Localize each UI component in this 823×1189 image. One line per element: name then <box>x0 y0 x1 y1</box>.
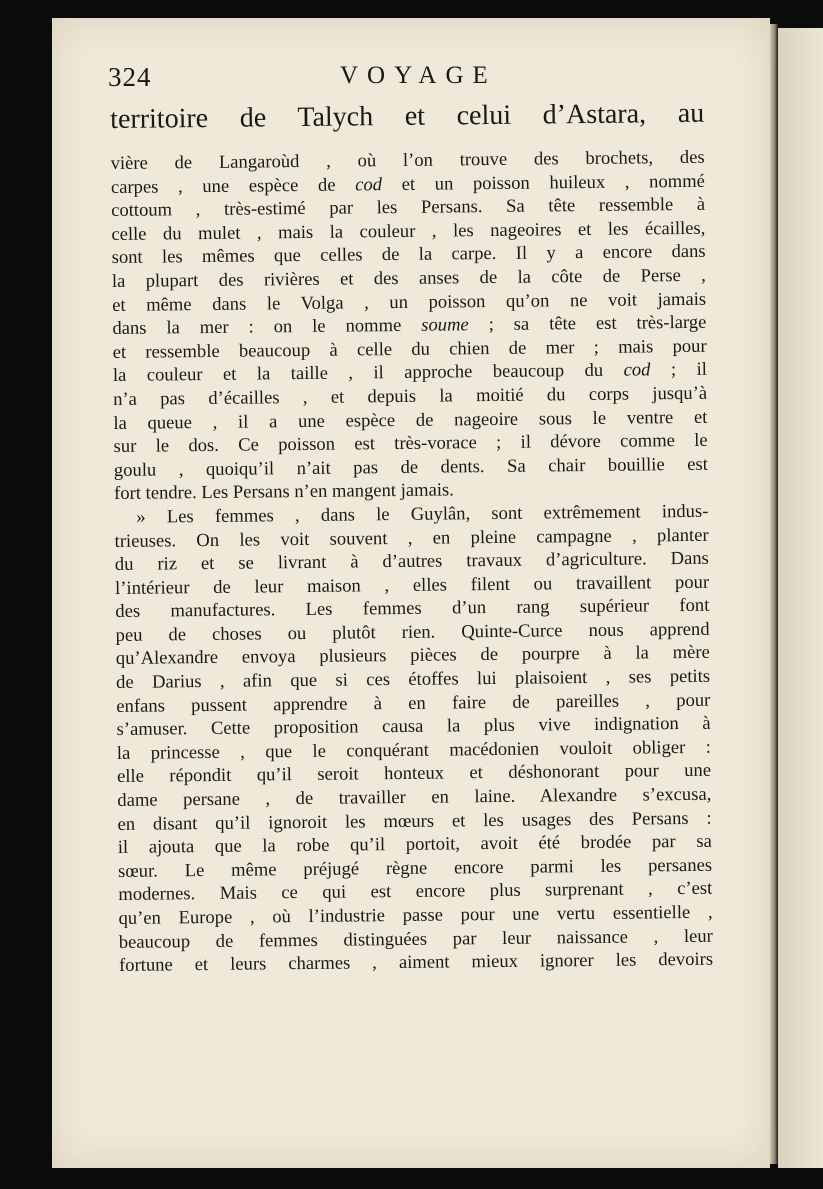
text-line: qu’Alexandre envoya plusieurs pièces de pourpre à la mère <box>115 642 710 670</box>
text-line: s’amuser. Cette proposition causa la plus vive indignation à <box>116 712 711 741</box>
text-line: trieuses. On les voit souvent , en pleine campagne , planter <box>114 524 709 552</box>
text-line: du riz et se livrant à d’autres travaux d’agriculture. Dans <box>114 547 709 576</box>
text-line: la plupart des rivières et des anses de la côte de Perse , <box>111 264 706 292</box>
text-line: carpes , une espèce de cod et un poisson huileux , nommé <box>110 170 705 198</box>
text-line: cottoum , très-estimé par les Persans. Sa tête ressemble à <box>111 193 706 222</box>
adjacent-page-edge <box>778 28 823 1168</box>
text-line: dame persane , de travailler en laine. Alexandre s’excusa, <box>117 783 712 811</box>
text-line: peu de choses ou plutôt rien. Quinte-Curce nous apprend <box>115 618 710 646</box>
text-line: sur le dos. Ce poisson est très-vorace ; il dévore comme le <box>113 429 708 458</box>
text-line: vière de Langaroùd , où l’on trouve des brochets, des <box>110 146 705 174</box>
text-line: celle du mulet , mais la couleur , les nageoires et les écailles, <box>111 217 706 245</box>
body-text <box>110 94 713 978</box>
text-line: en disant qu’il ignoroit les mœurs et les usages des Persans : <box>117 807 712 835</box>
text-line: elle répondit qu’il seroit honteux et déshonorant pour une <box>116 760 712 788</box>
text-line: modernes. Mais ce qui est encore plus surprenant , c’est <box>118 878 713 906</box>
text-line: dans la mer : on le nomme soume ; sa tête est très-large <box>112 311 707 340</box>
page-gutter-shadow <box>770 24 778 1164</box>
text-line: et même dans le Volga , un poisson qu’on ne voit jamais <box>112 288 707 316</box>
text-line: la couleur et la taille , il approche beaucoup du cod ; il <box>112 359 707 387</box>
text-line: qu’en Europe , où l’industrie passe pour une vertu essentielle , <box>118 901 713 929</box>
text-line: fortune et leurs charmes , aiment mieux ignorer les devoirs <box>118 948 714 977</box>
text-line: il ajouta que la robe qu’il portoit, avoit été brodée par sa <box>117 830 712 859</box>
text-line: sont les mêmes que celles de la carpe. Il y a encore dans <box>111 241 706 269</box>
text-line: et ressemble beaucoup à celle du chien de mer ; mais pour <box>112 335 707 363</box>
text-line: la queue , il a une espèce de nageoire sous le ventre et <box>113 406 708 434</box>
text-line: de Darius , afin que si ces étoffes lui plaisoient , ses petits <box>115 665 711 694</box>
text-line: la princesse , que le conquérant macédonien vouloit obliger : <box>116 736 711 764</box>
text-line: beaucoup de femmes distinguées par leur naissance , leur <box>118 925 713 953</box>
text-line: enfans pussent apprendre à en faire de pareilles , pour <box>116 689 711 717</box>
page-number: 324 <box>108 62 152 92</box>
running-title: VOYAGE <box>340 62 497 89</box>
text-line: » Les femmes , dans le Guylân, sont extrêmement indus- <box>136 500 709 528</box>
text-line: fort tendre. Les Persans n’en mangent jamais. <box>114 479 454 505</box>
text-line: goulu , quoiqu’il n’ait pas de dents. Sa chair bouillie est <box>113 453 708 481</box>
text-line: territoire de Talych et celui d’Astara, au <box>110 97 705 135</box>
text-line: l’intérieur de leur maison , elles filent ou travaillent pour <box>115 571 710 599</box>
text-line: n’a pas d’écailles , et depuis la moitié du corps jusqu’à <box>113 382 708 410</box>
text-line: sœur. Le même préjugé règne encore parmi les persanes <box>117 854 713 882</box>
text-line: des manufactures. Les femmes d’un rang supérieur font <box>115 595 710 623</box>
